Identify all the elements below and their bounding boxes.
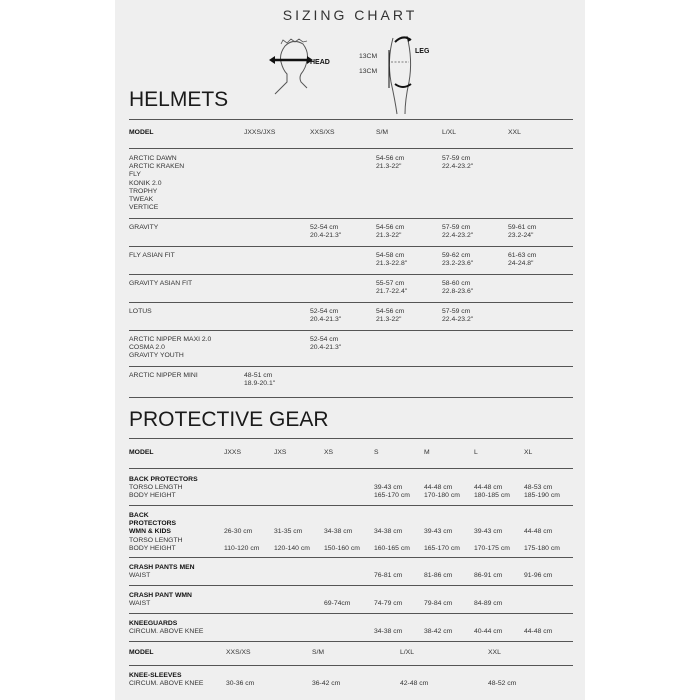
size-value: 23.2-24": [508, 232, 534, 240]
model-name: TWEAK: [129, 196, 154, 203]
divider: [129, 119, 573, 120]
model-name: TROPHY: [129, 187, 158, 195]
model-name: VERTICE: [129, 204, 159, 212]
model-name: ARCTIC KRAKEN: [129, 163, 185, 171]
size-value: 21.3-22": [376, 232, 402, 240]
size-value: 58-60 cm: [442, 280, 471, 287]
size-value: 22.8-23.6": [442, 288, 474, 296]
size-value: 110-120 cm: [224, 544, 260, 552]
size-value: 21.3-22": [376, 163, 402, 171]
size-value: 57-59 cm: [442, 224, 471, 231]
size-value: 170-180 cm: [424, 492, 460, 500]
size-value: 22.4-23.2": [442, 316, 474, 324]
size-value: 61-63 cm: [508, 252, 537, 259]
divider: [129, 302, 573, 303]
size-value: 74-79 cm: [374, 600, 403, 608]
size-value: 42-48 cm: [400, 680, 429, 688]
size-header: S/M: [312, 649, 325, 656]
size-value: 34-38 cm: [374, 528, 403, 536]
divider: [129, 505, 573, 506]
product-title: WMN & KIDS: [129, 528, 171, 536]
size-value: 30-36 cm: [226, 680, 255, 688]
measure-label: TORSO LENGTH: [129, 536, 183, 544]
divider: [129, 557, 573, 558]
size-value: 24-24.8": [508, 260, 534, 268]
size-value: 48-53 cm: [524, 484, 553, 492]
model-header: MODEL: [129, 449, 154, 456]
size-header: XXS/XS: [226, 649, 251, 656]
size-value: 44-48 cm: [524, 528, 553, 536]
size-value: 180-185 cm: [474, 492, 510, 500]
size-header: XXS/XS: [310, 129, 335, 136]
model-name: ARCTIC NIPPER MAXI 2.0: [129, 336, 212, 343]
size-value: 21.3-22.8": [376, 260, 408, 268]
helmets-heading: HELMETS: [129, 88, 229, 111]
divider: [129, 585, 573, 586]
size-value: 59-62 cm: [442, 252, 471, 259]
size-value: 54-56 cm: [376, 308, 405, 315]
size-value: 48-51 cm: [244, 372, 273, 379]
size-header: S/M: [376, 129, 389, 136]
leg-label: LEG: [415, 48, 430, 55]
size-value: 91-96 cm: [524, 572, 553, 580]
size-value: 165-170 cm: [374, 492, 410, 500]
product-title: CRASH PANTS MEN: [129, 564, 195, 571]
size-value: 120-140 cm: [274, 544, 310, 552]
size-value: 36-42 cm: [312, 680, 341, 688]
head-label: HEAD: [310, 59, 330, 66]
size-value: 20.4-21.3": [310, 344, 342, 352]
size-value: 44-48 cm: [424, 484, 453, 492]
page-title: SIZING CHART: [282, 7, 418, 23]
size-value: 39-43 cm: [424, 528, 453, 536]
model-name: GRAVITY ASIAN FIT: [129, 280, 193, 287]
measure-label: CIRCUM. ABOVE KNEE: [129, 628, 204, 636]
size-value: 160-165 cm: [374, 544, 410, 552]
size-value: 79-84 cm: [424, 600, 453, 608]
size-value: 165-170 cm: [424, 544, 460, 552]
divider: [129, 366, 573, 367]
size-header: XXL: [488, 649, 501, 656]
measure-label: BODY HEIGHT: [129, 544, 176, 552]
divider: [129, 468, 573, 469]
product-title: KNEE-SLEEVES: [129, 672, 182, 679]
size-value: 54-56 cm: [376, 155, 405, 162]
model-name: KONIK 2.0: [129, 179, 162, 187]
model-name: ARCTIC DAWN: [129, 155, 177, 162]
size-value: 21.3-22": [376, 316, 402, 324]
size-value: 20.4-21.3": [310, 232, 342, 240]
size-value: 52-54 cm: [310, 224, 339, 231]
model-name: GRAVITY YOUTH: [129, 352, 184, 360]
size-value: 57-59 cm: [442, 155, 471, 162]
size-header: XL: [524, 449, 533, 456]
size-header: XS: [324, 449, 334, 456]
product-title: KNEEGUARDS: [129, 620, 178, 627]
size-value: 52-54 cm: [310, 308, 339, 315]
measure-label: BODY HEIGHT: [129, 492, 176, 500]
model-header: MODEL: [129, 649, 154, 656]
leg-diagram: [377, 30, 437, 120]
size-header: JXS: [274, 449, 287, 456]
product-title: BACK PROTECTORS: [129, 476, 198, 483]
model-name: FLY: [129, 171, 141, 179]
size-value: 34-38 cm: [374, 628, 403, 636]
size-value: 31-35 cm: [274, 528, 303, 536]
divider: [129, 148, 573, 149]
divider: [129, 641, 573, 642]
size-value: 175-180 cm: [524, 544, 560, 552]
size-value: 20.4-21.3": [310, 316, 342, 324]
sizing-chart-sheet: [115, 0, 585, 700]
size-header: JXXS: [224, 449, 241, 456]
measure-label: WAIST: [129, 600, 151, 608]
protective-heading: PROTECTIVE GEAR: [129, 408, 329, 431]
size-value: 54-56 cm: [376, 224, 405, 231]
size-value: 44-48 cm: [474, 484, 503, 492]
size-value: 55-57 cm: [376, 280, 405, 287]
head-diagram: [263, 38, 343, 108]
size-value: 21.7-22.4": [376, 288, 408, 296]
model-name: FLY ASIAN FIT: [129, 252, 175, 259]
model-name: COSMA 2.0: [129, 344, 165, 352]
size-value: 57-59 cm: [442, 308, 471, 315]
product-title: BACK: [129, 512, 149, 519]
size-header: M: [424, 449, 430, 456]
size-value: 38-42 cm: [424, 628, 453, 636]
size-value: 59-61 cm: [508, 224, 537, 231]
size-value: 84-89 cm: [474, 600, 503, 608]
divider: [129, 438, 573, 439]
divider: [129, 274, 573, 275]
size-value: 26-30 cm: [224, 528, 253, 536]
lower-measure-label: 13CM: [359, 68, 378, 75]
size-value: 18.9-20.1": [244, 380, 276, 388]
size-header: JXXS/JXS: [244, 129, 276, 136]
size-value: 22.4-23.2": [442, 232, 474, 240]
model-header: MODEL: [129, 129, 154, 136]
model-name: ARCTIC NIPPER MINI: [129, 372, 198, 379]
size-value: 48-52 cm: [488, 680, 517, 688]
size-header: L/XL: [442, 129, 456, 136]
size-value: 39-43 cm: [374, 484, 403, 492]
size-header: L: [474, 449, 478, 456]
size-value: 54-58 cm: [376, 252, 405, 259]
size-value: 86-91 cm: [474, 572, 503, 580]
measure-label: WAIST: [129, 572, 151, 580]
size-value: 185-190 cm: [524, 492, 560, 500]
product-title: PROTECTORS: [129, 520, 177, 528]
divider: [129, 397, 573, 398]
size-value: 69-74cm: [324, 600, 351, 608]
measure-label: CIRCUM. ABOVE KNEE: [129, 680, 204, 688]
model-name: GRAVITY: [129, 224, 159, 231]
size-value: 81-86 cm: [424, 572, 453, 580]
size-value: 76-81 cm: [374, 572, 403, 580]
size-value: 34-38 cm: [324, 528, 353, 536]
size-value: 40-44 cm: [474, 628, 503, 636]
divider: [129, 330, 573, 331]
size-value: 22.4-23.2": [442, 163, 474, 171]
product-title: CRASH PANT WMN: [129, 592, 192, 599]
divider: [129, 246, 573, 247]
size-header: S: [374, 449, 379, 456]
size-value: 39-43 cm: [474, 528, 503, 536]
size-value: 170-175 cm: [474, 544, 510, 552]
upper-measure-label: 13CM: [359, 53, 378, 60]
size-header: XXL: [508, 129, 521, 136]
size-value: 150-160 cm: [324, 544, 360, 552]
measure-label: TORSO LENGTH: [129, 484, 183, 492]
model-name: LOTUS: [129, 308, 152, 315]
size-value: 52-54 cm: [310, 336, 339, 343]
divider: [129, 665, 573, 666]
divider: [129, 613, 573, 614]
size-value: 23.2-23.6": [442, 260, 474, 268]
divider: [129, 218, 573, 219]
size-value: 44-48 cm: [524, 628, 553, 636]
size-header: L/XL: [400, 649, 414, 656]
